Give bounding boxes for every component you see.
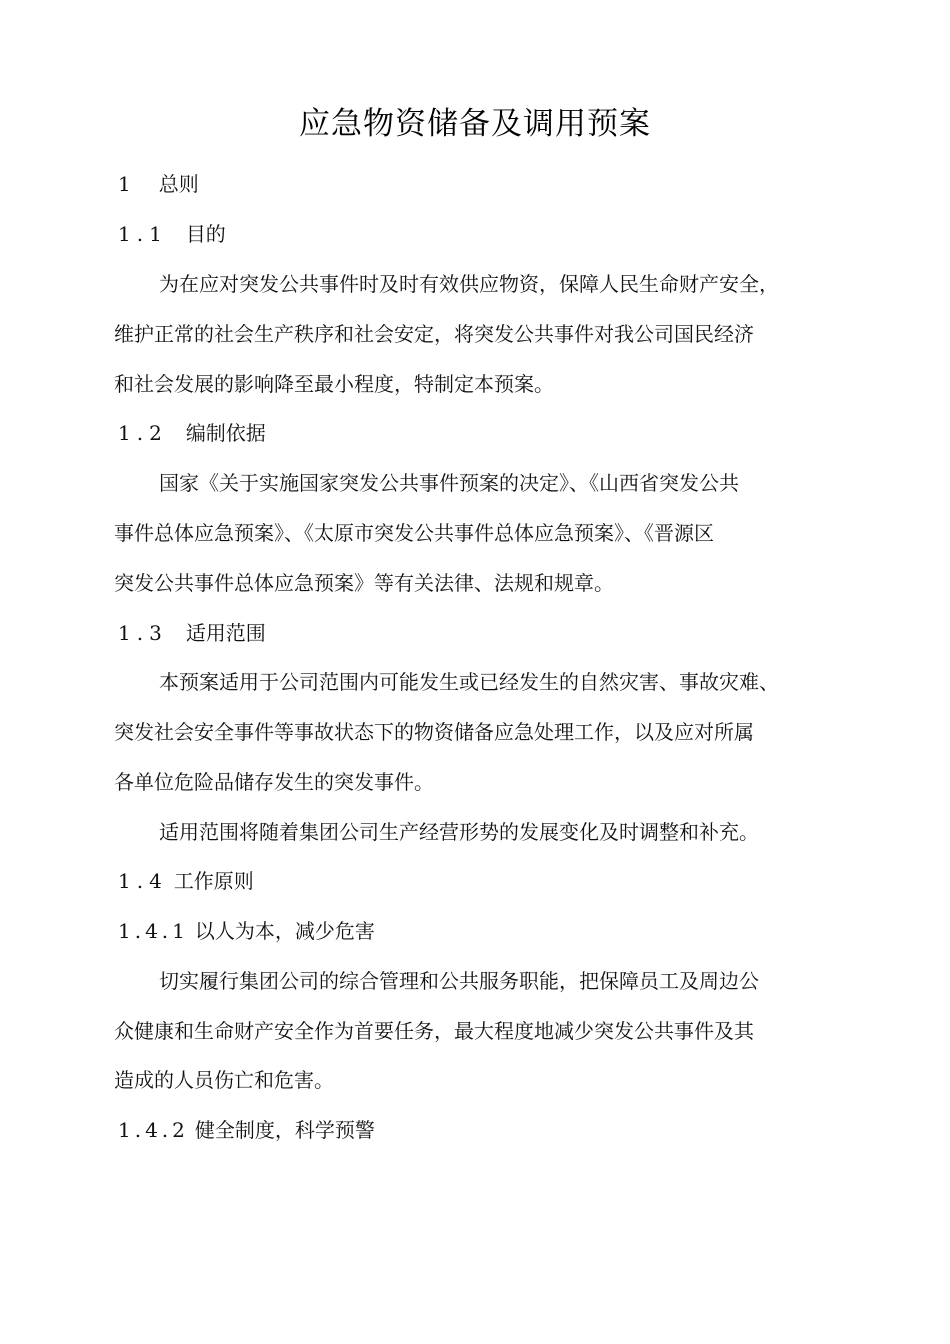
document-title: 应急物资储备及调用预案 (299, 106, 651, 142)
heading-1-3 (118, 619, 266, 647)
heading-number: 1.3 (118, 621, 168, 645)
heading-label: 总则 (158, 172, 199, 196)
heading-label: 以人为本，减少危害 (194, 919, 375, 943)
heading-number: 1.4.2 (118, 1118, 189, 1142)
paragraph-line: 国家《关于实施国家突发公共事件预案的决定》、《山西省突发公共 (159, 471, 739, 495)
paragraph-line: 切实履行集团公司的综合管理和公共服务职能，把保障员工及周边公 (159, 969, 759, 993)
paragraph-line: 众健康和生命财产安全作为首要任务，最大程度地减少突发公共事件及其 (114, 1019, 754, 1043)
heading-label: 编制依据 (185, 421, 266, 445)
paragraph-line: 各单位危险品储存发生的突发事件。 (114, 770, 434, 794)
heading-label: 适用范围 (185, 621, 266, 645)
heading-number: 1 (118, 172, 133, 196)
paragraph-line: 突发公共事件总体应急预案》等有关法律、法规和规章。 (114, 571, 614, 595)
paragraph-line: 为在应对突发公共事件时及时有效供应物资，保障人民生命财产安全， (159, 272, 779, 296)
heading-number: 1.4.1 (118, 919, 189, 943)
heading-label: 工作原则 (173, 869, 254, 893)
paragraph-line: 突发社会安全事件等事故状态下的物资储备应急处理工作，以及应对所属 (114, 720, 754, 744)
heading-number: 1.2 (118, 421, 168, 445)
heading-1-4 (118, 867, 254, 895)
paragraph-line: 事件总体应急预案》、《太原市突发公共事件总体应急预案》、《晋源区 (114, 521, 714, 545)
paragraph-line: 本预案适用于公司范围内可能发生或已经发生的自然灾害、事故灾难、 (159, 670, 779, 694)
heading-1-1 (118, 220, 226, 248)
paragraph-line: 维护正常的社会生产秩序和社会安定，将突发公共事件对我公司国民经济 (114, 322, 754, 346)
heading-1 (118, 170, 199, 198)
paragraph-line: 适用范围将随着集团公司生产经营形势的发展变化及时调整和补充。 (159, 820, 759, 844)
heading-number: 1.4 (118, 869, 168, 893)
heading-1-2 (118, 419, 266, 447)
heading-number: 1.1 (118, 222, 168, 246)
heading-label: 健全制度，科学预警 (194, 1118, 375, 1142)
paragraph-line: 造成的人员伤亡和危害。 (114, 1068, 334, 1092)
heading-1-4-1 (118, 917, 375, 945)
heading-1-4-2 (118, 1116, 375, 1144)
paragraph-line: 和社会发展的影响降至最小程度，特制定本预案。 (114, 372, 554, 396)
heading-label: 目的 (185, 222, 226, 246)
